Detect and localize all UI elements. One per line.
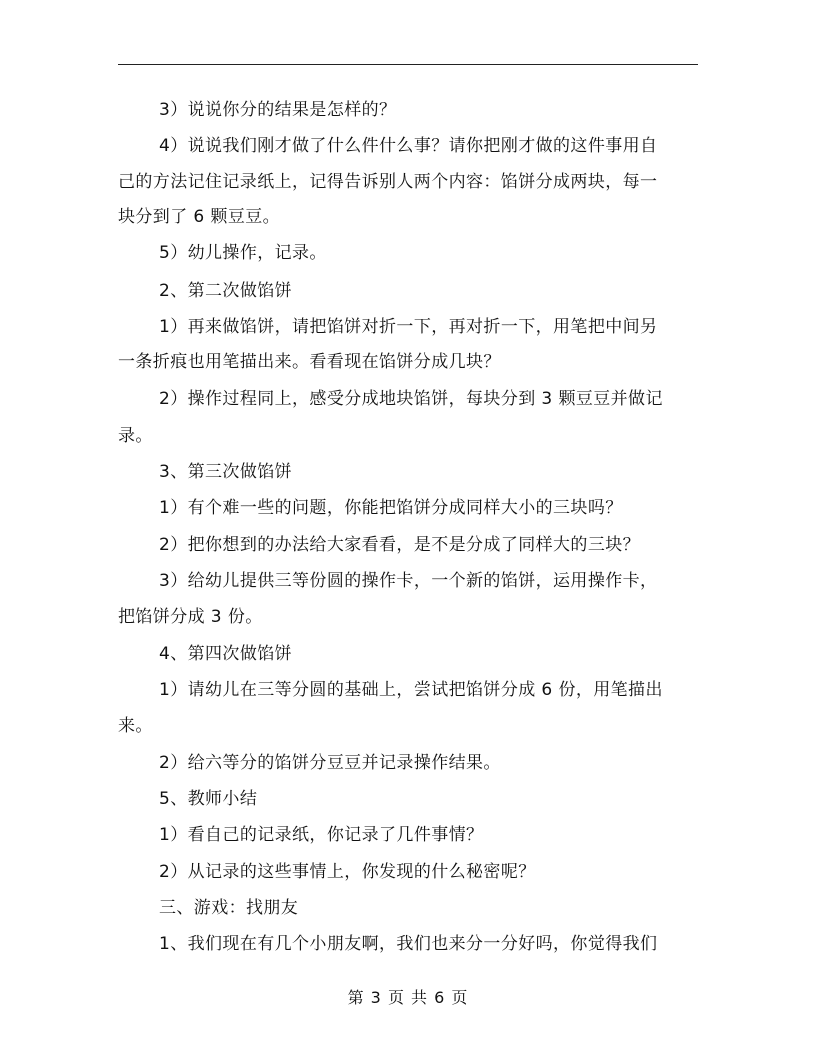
header-rule	[118, 64, 698, 65]
text-line: 1、我们现在有几个小朋友啊，我们也来分一分好吗，你觉得我们	[159, 934, 658, 954]
text-line: 1）再来做馅饼，请把馅饼对折一下，再对折一下，用笔把中间另	[159, 317, 658, 337]
text-line: 块分到了 6 颗豆豆。	[118, 207, 281, 227]
text-line: 录。	[118, 426, 153, 446]
text-line: 1）看自己的记录纸，你记录了几件事情？	[159, 825, 484, 845]
page-number-footer: 第 3 页 共 6 页	[347, 988, 469, 1007]
text-line: 2）操作过程同上，感受分成地块馅饼，每块分到 3 颗豆豆并做记	[159, 389, 663, 409]
section-heading: 4、第四次做馅饼	[159, 644, 293, 664]
section-heading: 2、第二次做馅饼	[159, 281, 293, 301]
text-line: 3）说说你分的结果是怎样的？	[159, 100, 397, 120]
section-heading: 3、第三次做馅饼	[159, 462, 293, 482]
text-line: 1）有个难一些的问题，你能把馅饼分成同样大小的三块吗？	[159, 498, 623, 518]
text-line: 来。	[118, 716, 153, 736]
text-line: 5）幼儿操作，记录。	[159, 243, 327, 263]
text-line: 4）说说我们刚才做了什么件什么事？请你把刚才做的这件事用自	[159, 136, 658, 156]
text-line: 把馅饼分成 3 份。	[118, 607, 263, 627]
section-heading: 5、教师小结	[159, 789, 258, 809]
text-line: 1）请幼儿在三等分圆的基础上，尝试把馅饼分成 6 份，用笔描出	[159, 680, 663, 700]
text-line: 2）把你想到的办法给大家看看，是不是分成了同样大的三块？	[159, 535, 641, 555]
text-line: 2）从记录的这些事情上，你发现的什么秘密呢？	[159, 862, 536, 882]
text-line: 己的方法记住记录纸上，记得告诉别人两个内容：馅饼分成两块，每一	[118, 172, 658, 192]
text-line: 一条折痕也用笔描出来。看看现在馅饼分成几块？	[118, 352, 501, 372]
section-heading: 三、游戏：找朋友	[159, 898, 299, 918]
text-line: 2）给六等分的馅饼分豆豆并记录操作结果。	[159, 753, 501, 773]
text-line: 3）给幼儿提供三等份圆的操作卡，一个新的馅饼，运用操作卡，	[159, 571, 658, 591]
